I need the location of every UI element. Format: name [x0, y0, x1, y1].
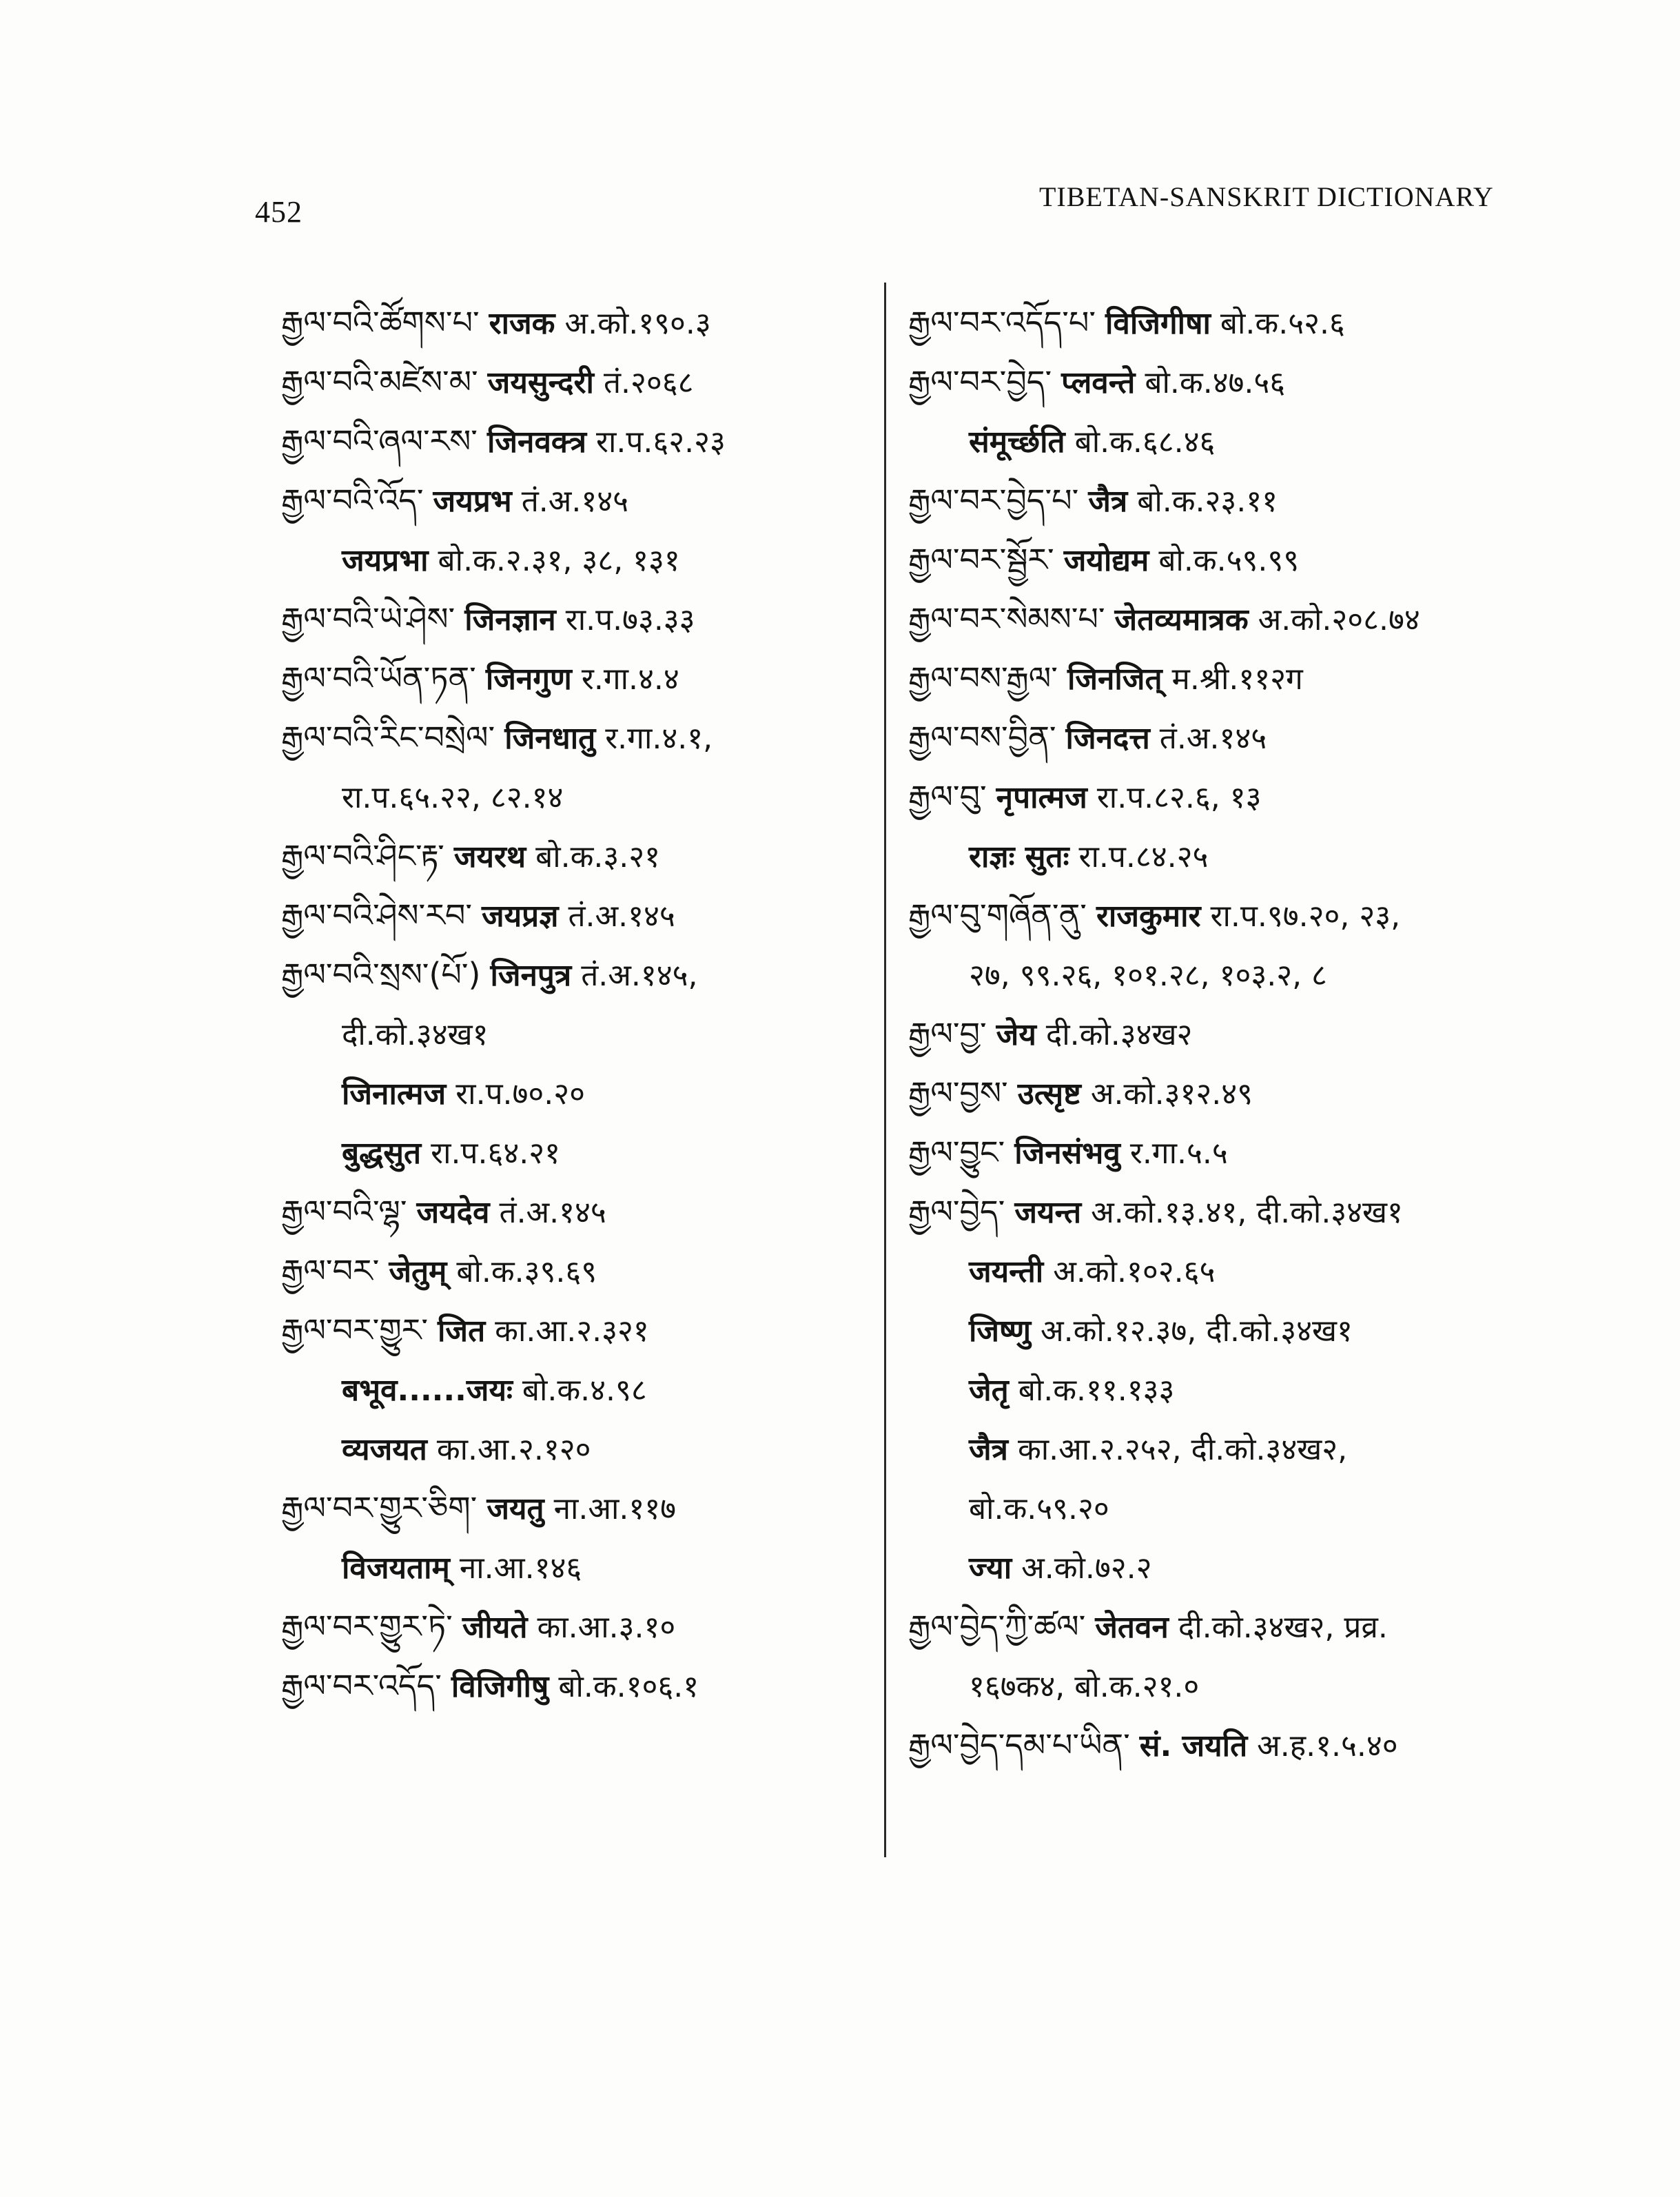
tibetan-headword: རྒྱལ་བའི་ལྷ་ — [281, 1193, 407, 1230]
source-reference: दी.को.३४ख१ — [342, 1017, 489, 1052]
source-reference: दी.को.३४ख२ — [1045, 1017, 1193, 1052]
column-divider — [884, 283, 886, 1857]
tibetan-headword: རྒྱལ་བར་བྱེད་ — [908, 363, 1052, 400]
tibetan-headword: རྒྱལ་བའི་སྲས་(པོ་) — [281, 956, 481, 993]
left-column — [281, 293, 860, 1715]
source-reference: तं.अ.१४५ — [521, 484, 628, 519]
tibetan-headword: རྒྱལ་བར་གྱུར་ཏེ་ — [281, 1608, 453, 1645]
source-reference: म.श्री.११२ग — [1171, 662, 1303, 697]
source-reference: बो.क.३.२१ — [535, 839, 661, 875]
source-reference: रा.प.६५.२२, ८२.१४ — [342, 780, 564, 815]
dictionary-entry-continuation — [281, 1004, 860, 1063]
source-reference: १६७क४, बो.क.२१.० — [969, 1669, 1200, 1704]
dictionary-entry — [281, 293, 860, 352]
dictionary-entry — [908, 471, 1542, 530]
sanskrit-equivalent: विजयताम् — [342, 1551, 450, 1586]
source-reference: तं.अ.१४५ — [568, 899, 675, 934]
sanskrit-equivalent: जिनधातु — [504, 721, 596, 756]
tibetan-headword: རྒྱལ་བས་རྒྱལ་ — [908, 660, 1058, 697]
sanskrit-equivalent: जिनज्ञान — [464, 602, 556, 637]
sanskrit-equivalent: जयप्रभा — [342, 543, 429, 578]
source-reference: अ.को.१३.४१, दी.को.३४ख१ — [1091, 1195, 1403, 1230]
sanskrit-equivalent: राजक — [489, 306, 555, 341]
dictionary-entry — [908, 1715, 1542, 1775]
dictionary-entry — [281, 945, 860, 1004]
dictionary-entry-continuation — [908, 1656, 1542, 1715]
dictionary-entry — [281, 352, 860, 411]
source-reference: रा.प.७३.३३ — [565, 602, 695, 637]
sanskrit-equivalent: जयतु — [486, 1491, 544, 1526]
sanskrit-equivalent: जिनपुत्र — [490, 958, 572, 993]
sanskrit-equivalent: जयोद्यम — [1063, 543, 1149, 578]
source-reference: बो.क.५९.२० — [969, 1491, 1109, 1526]
tibetan-headword: རྒྱལ་བའི་ཡེ་ཤེས་ — [281, 600, 455, 637]
tibetan-headword: རྒྱལ་བར་གྱུར་ — [281, 1311, 429, 1349]
source-reference: रा.प.९७.२०, २३, — [1210, 899, 1401, 934]
dictionary-entry — [281, 1241, 860, 1300]
source-reference: अ.ह.१.५.४० — [1257, 1728, 1398, 1764]
tibetan-headword: རྒྱལ་བས་བྱིན་ — [908, 719, 1056, 756]
sanskrit-equivalent: नृपात्मज — [996, 780, 1087, 815]
sanskrit-equivalent: जयप्रभ — [433, 484, 512, 519]
sanskrit-equivalent: जेतुम् — [389, 1254, 447, 1289]
tibetan-headword: རྒྱལ་བྱེད་ཀྱི་ཚལ་ — [908, 1608, 1086, 1645]
dictionary-entry — [281, 1300, 860, 1360]
source-reference: रा.प.८४.२५ — [1078, 839, 1209, 875]
source-reference: र.गा.५.५ — [1129, 1136, 1228, 1171]
sanskrit-equivalent: संमूर्च्छति — [969, 425, 1065, 460]
right-column — [908, 293, 1542, 1775]
page-number: 452 — [255, 195, 303, 229]
source-reference: बो.क.३९.६९ — [456, 1254, 597, 1289]
dictionary-entry — [908, 648, 1542, 708]
sanskrit-equivalent: जैत्र — [1088, 484, 1128, 519]
sanskrit-equivalent: जेतव्यमात्रक — [1114, 602, 1249, 637]
source-reference: बो.क.५९.९९ — [1158, 543, 1300, 578]
sanskrit-equivalent: जिनवक्त्र — [486, 425, 586, 460]
source-reference: बो.क.११.१३३ — [1018, 1373, 1175, 1408]
source-reference: २७, ९९.२६, १०१.२८, १०३.२, ८ — [969, 958, 1327, 993]
sanskrit-equivalent: उत्सृष्ट — [1017, 1076, 1081, 1112]
source-reference: बो.क.४.९८ — [522, 1373, 647, 1408]
dictionary-entry — [281, 411, 860, 471]
dictionary-entry — [281, 1597, 860, 1656]
source-reference: अ.को.१९०.३ — [564, 306, 711, 341]
sanskrit-equivalent: जैत्र — [969, 1432, 1008, 1467]
dictionary-entry-continuation — [908, 1360, 1542, 1419]
dictionary-entry — [281, 1478, 860, 1537]
sanskrit-equivalent: राज्ञः सुतः — [969, 839, 1069, 875]
sanskrit-equivalent: जिष्णु — [969, 1314, 1032, 1349]
source-reference: का.आ.२.३२१ — [495, 1314, 649, 1349]
dictionary-entry-continuation — [908, 1300, 1542, 1360]
dictionary-entry — [281, 1656, 860, 1715]
tibetan-headword: རྒྱལ་བའི་འོད་ — [281, 482, 424, 519]
sanskrit-equivalent: विजिगीषा — [1105, 306, 1211, 341]
dictionary-entry — [908, 886, 1542, 945]
dictionary-entry-continuation — [908, 1419, 1542, 1478]
tibetan-headword: རྒྱལ་བར་སེམས་པ་ — [908, 600, 1105, 637]
dictionary-entry-continuation — [281, 767, 860, 826]
sanskrit-equivalent: जयरथ — [453, 839, 526, 875]
tibetan-headword: རྒྱལ་བའི་མཛེས་མ་ — [281, 363, 478, 400]
source-reference: र.गा.४.४ — [581, 662, 679, 697]
dictionary-entry-continuation — [281, 1063, 860, 1123]
source-reference: अ.को.१२.३७, दी.को.३४ख१ — [1041, 1314, 1353, 1349]
sanskrit-equivalent: जेतवन — [1095, 1610, 1169, 1645]
source-reference: अ.को.१०२.६५ — [1053, 1254, 1216, 1289]
dictionary-entry — [281, 648, 860, 708]
tibetan-headword: རྒྱལ་བར་བྱེད་པ་ — [908, 482, 1079, 519]
sanskrit-equivalent: जीयते — [462, 1610, 528, 1645]
sanskrit-equivalent: प्लवन्ते — [1061, 365, 1136, 400]
sanskrit-equivalent: बुद्धसुत — [342, 1136, 422, 1171]
source-reference: का.आ.२.१२० — [436, 1432, 591, 1467]
dictionary-entry — [281, 886, 860, 945]
dictionary-entry — [281, 1182, 860, 1241]
tibetan-headword: རྒྱལ་བར་ — [281, 1252, 380, 1289]
dictionary-entry — [908, 1123, 1542, 1182]
source-reference: का.आ.२.२५२, दी.को.३४ख२, — [1017, 1432, 1348, 1467]
source-reference: ना.आ.११७ — [553, 1491, 676, 1526]
tibetan-headword: རྒྱལ་བར་འདོད་པ་ — [908, 304, 1096, 341]
dictionary-entry-continuation — [908, 1478, 1542, 1537]
dictionary-entry — [908, 352, 1542, 411]
source-reference: बो.क.४७.५६ — [1145, 365, 1286, 400]
running-head: TIBETAN-SANSKRIT DICTIONARY — [1039, 181, 1494, 212]
tibetan-headword: རྒྱལ་བར་སྦྱོར་ — [908, 541, 1054, 578]
dictionary-entry-continuation — [908, 1241, 1542, 1300]
tibetan-headword: རྒྱལ་བྱེད་ — [908, 1193, 1005, 1230]
sanskrit-equivalent: जयसुन्दरी — [487, 365, 594, 400]
source-reference: अ.को.३१२.४९ — [1090, 1076, 1253, 1112]
sanskrit-equivalent: जयन्ती — [969, 1254, 1044, 1289]
source-reference: र.गा.४.१, — [605, 721, 713, 756]
tibetan-headword: རྒྱལ་བའི་ཤེས་རབ་ — [281, 897, 473, 934]
source-reference: अ.को.७२.२ — [1021, 1551, 1152, 1586]
source-reference: रा.प.६२.२३ — [596, 425, 726, 460]
sanskrit-equivalent: ज्या — [969, 1551, 1012, 1586]
tibetan-headword: རྒྱལ་བྱེད་དམ་པ་ཡིན་ — [908, 1726, 1130, 1764]
dictionary-entry-continuation — [908, 411, 1542, 471]
dictionary-entry — [908, 1182, 1542, 1241]
tibetan-headword: རྒྱལ་བར་འདོད་ — [281, 1667, 442, 1704]
tibetan-headword: རྒྱལ་བྱུང་ — [908, 1134, 1005, 1171]
source-reference: तं.२०६८ — [603, 365, 694, 400]
dictionary-entry — [908, 1004, 1542, 1063]
tibetan-headword: རྒྱལ་བྱ་ — [908, 1015, 987, 1052]
tibetan-headword: རྒྱལ་བའི་ཞལ་རས་ — [281, 422, 478, 460]
source-reference: रा.प.६४.२१ — [431, 1136, 560, 1171]
sanskrit-equivalent: जेतृ — [969, 1373, 1009, 1408]
sanskrit-equivalent: जिनजित् — [1067, 662, 1162, 697]
source-reference: तं.अ.१४५ — [499, 1195, 606, 1230]
source-reference: दी.को.३४ख२, प्रव्र. — [1178, 1610, 1388, 1645]
source-reference: रा.प.७०.२० — [455, 1076, 586, 1112]
tibetan-headword: རྒྱལ་བུ་གཞོན་ནུ་ — [908, 897, 1087, 934]
dictionary-entry — [908, 589, 1542, 648]
dictionary-entry — [281, 471, 860, 530]
source-reference: बो.क.२.३१, ३८, १३१ — [438, 543, 680, 578]
dictionary-entry — [281, 708, 860, 767]
sanskrit-equivalent: जिनात्मज — [342, 1076, 447, 1112]
dictionary-entry — [908, 530, 1542, 589]
source-reference: बो.क.५२.६ — [1220, 306, 1345, 341]
dictionary-entry — [908, 1597, 1542, 1656]
sanskrit-equivalent: जिनसंभवु — [1014, 1136, 1120, 1171]
tibetan-headword: རྒྱལ་བར་གྱུར་ཅིག་ — [281, 1489, 478, 1526]
dictionary-entry — [908, 708, 1542, 767]
dictionary-entry — [281, 826, 860, 886]
dictionary-entry-continuation — [281, 1537, 860, 1597]
sanskrit-equivalent: जयदेव — [416, 1195, 490, 1230]
source-reference: तं.अ.१४५, — [581, 958, 698, 993]
sanskrit-equivalent: बभूव......जयः — [342, 1373, 513, 1408]
dictionary-entry-continuation — [908, 945, 1542, 1004]
sanskrit-equivalent: राजकुमार — [1096, 899, 1201, 934]
source-reference: तं.अ.१४५ — [1159, 721, 1267, 756]
sanskrit-equivalent: सं. जयति — [1139, 1728, 1248, 1764]
dictionary-entry-continuation — [281, 1419, 860, 1478]
source-reference: बो.क.१०६.१ — [558, 1669, 699, 1704]
dictionary-entry-continuation — [281, 1360, 860, 1419]
sanskrit-equivalent: विजिगीषु — [451, 1669, 549, 1704]
sanskrit-equivalent: जिनदत्त — [1065, 721, 1150, 756]
source-reference: ना.आ.१४६ — [459, 1551, 582, 1586]
tibetan-headword: རྒྱལ་བའི་རིང་བསྲེལ་ — [281, 719, 495, 756]
tibetan-headword: རྒྱལ་བའི་ཡོན་ཏན་ — [281, 660, 476, 697]
dictionary-entry — [281, 589, 860, 648]
source-reference: बो.क.२३.११ — [1137, 484, 1278, 519]
sanskrit-equivalent: जित — [438, 1314, 486, 1349]
tibetan-headword: རྒྱལ་བའི་ཚོགས་པ་ — [281, 304, 480, 341]
source-reference: बो.क.६८.४६ — [1074, 425, 1216, 460]
source-reference: का.आ.३.१० — [537, 1610, 676, 1645]
dictionary-entry — [908, 293, 1542, 352]
dictionary-entry — [908, 1063, 1542, 1123]
sanskrit-equivalent: जिनगुण — [485, 662, 572, 697]
source-reference: रा.प.८२.६, १३ — [1096, 780, 1262, 815]
dictionary-entry-continuation — [281, 530, 860, 589]
sanskrit-equivalent: जयन्त — [1014, 1195, 1082, 1230]
sanskrit-equivalent: जयप्रज्ञ — [482, 899, 559, 934]
source-reference: अ.को.२०८.७४ — [1258, 602, 1420, 637]
sanskrit-equivalent: जेय — [996, 1017, 1036, 1052]
sanskrit-equivalent: व्यजयत — [342, 1432, 427, 1467]
dictionary-entry-continuation — [281, 1123, 860, 1182]
tibetan-headword: རྒྱལ་བྱས་ — [908, 1074, 1008, 1112]
tibetan-headword: རྒྱལ་བའི་ཤིང་རྟ་ — [281, 837, 444, 875]
dictionary-entry-continuation — [908, 826, 1542, 886]
dictionary-entry-continuation — [908, 1537, 1542, 1597]
dictionary-entry — [908, 767, 1542, 826]
tibetan-headword: རྒྱལ་བུ་ — [908, 778, 987, 815]
